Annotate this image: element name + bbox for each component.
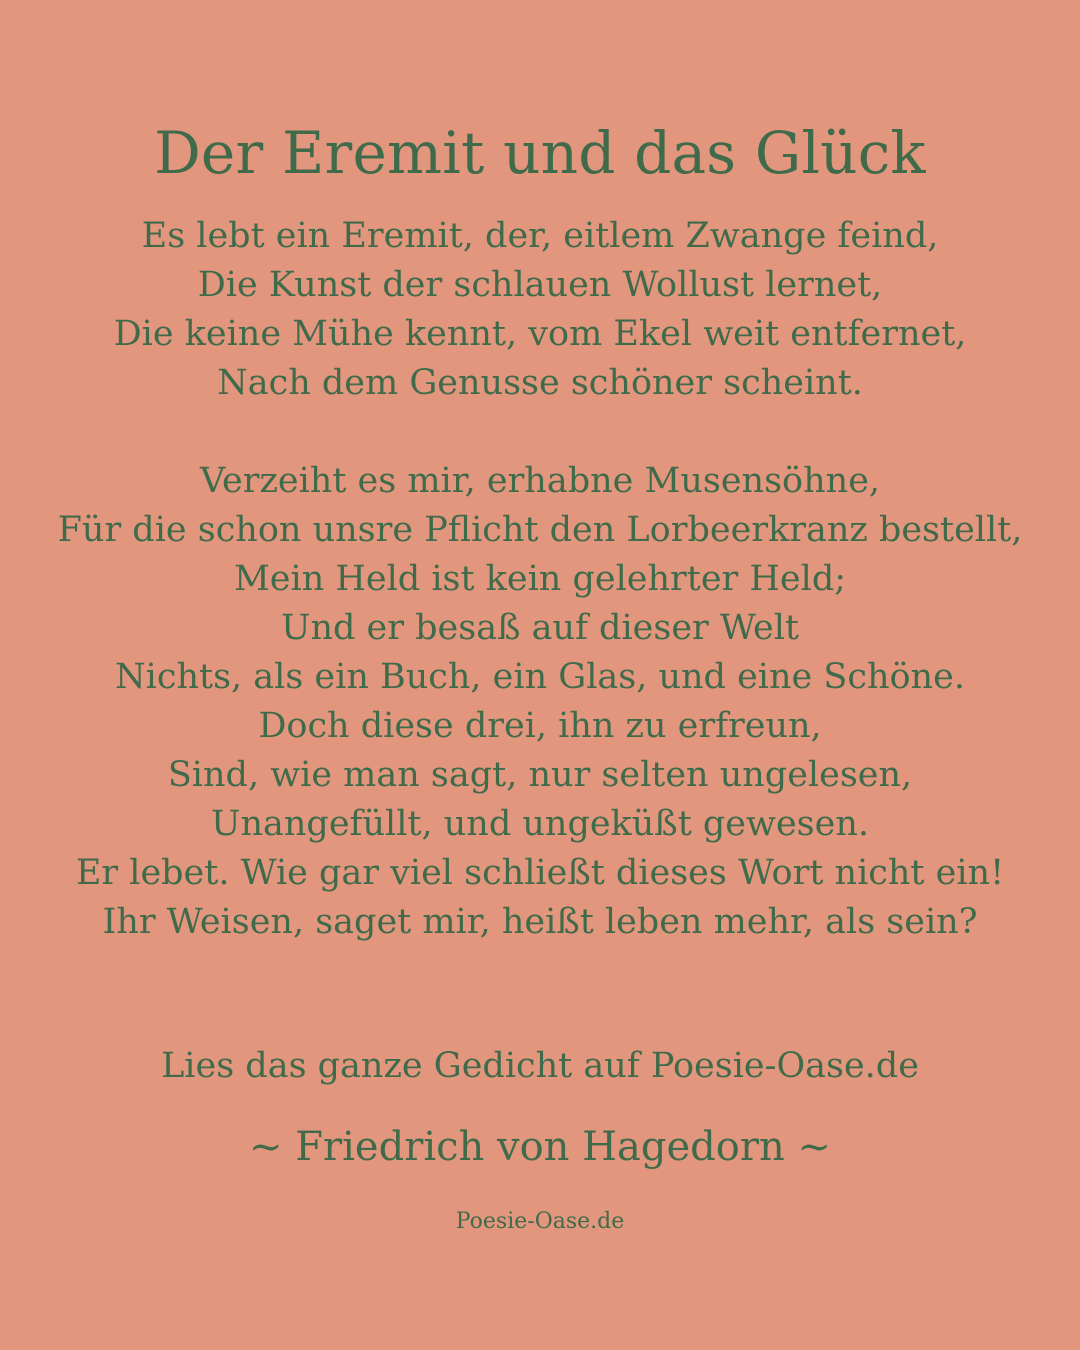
poem-line: Sind, wie man sagt, nur selten ungelesen, bbox=[167, 755, 913, 795]
stanza-2 bbox=[40, 457, 1040, 947]
poem-body bbox=[40, 212, 1040, 947]
poem-line: Es lebt ein Eremit, der, eitlem Zwange feind, bbox=[141, 216, 939, 256]
poem-line: Nach dem Genusse schöner scheint. bbox=[217, 363, 863, 403]
site-footer: Poesie-Oase.de bbox=[455, 1209, 625, 1234]
poem-line: Die Kunst der schlauen Wollust lernet, bbox=[197, 265, 883, 305]
poem-line: Er lebet. Wie gar viel schließt dieses Wort nicht ein! bbox=[75, 853, 1005, 893]
poem-line: Nichts, als ein Buch, ein Glas, und eine Schöne. bbox=[115, 657, 965, 697]
poem-line: Für die schon unsre Pflicht den Lorbeerkranz bestellt, bbox=[57, 510, 1023, 550]
poem-line: Doch diese drei, ihn zu erfreun, bbox=[258, 706, 822, 746]
poem-line: Ihr Weisen, saget mir, heißt leben mehr, als sein? bbox=[102, 902, 978, 942]
poem-line: Verzeiht es mir, erhabne Musensöhne, bbox=[199, 461, 881, 501]
stanza-1 bbox=[40, 212, 1040, 408]
poem-line: Mein Held ist kein gelehrter Held; bbox=[233, 559, 847, 599]
poem-line: Und er besaß auf dieser Welt bbox=[280, 608, 799, 648]
read-full-poem-text: Lies das ganze Gedicht auf Poesie-Oase.de bbox=[161, 1046, 919, 1086]
poem-title: Der Eremit und das Glück bbox=[154, 119, 926, 187]
poem-line: Die keine Mühe kennt, vom Ekel weit entfernet, bbox=[113, 314, 967, 354]
poem-line: Unangefüllt, und ungeküßt gewesen. bbox=[210, 804, 870, 844]
author-line: ~ Friedrich von Hagedorn ~ bbox=[249, 1124, 831, 1170]
